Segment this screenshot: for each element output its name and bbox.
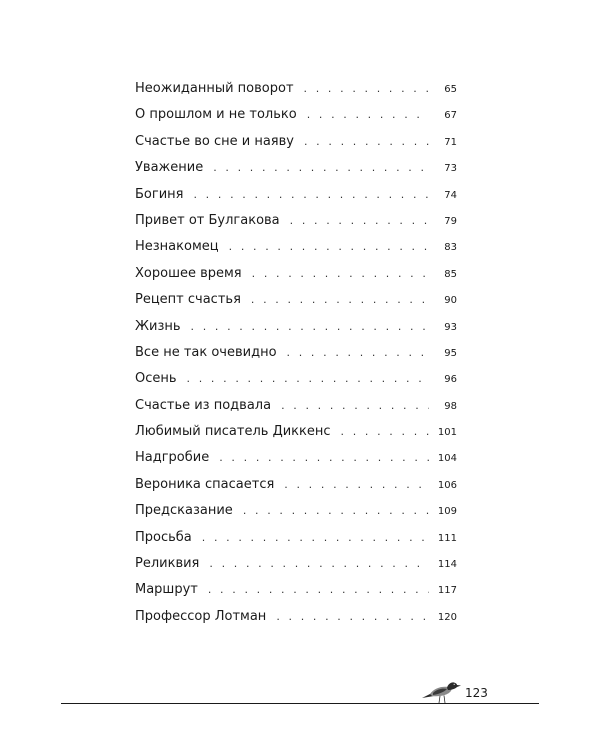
toc-entry-page: 104 — [437, 453, 457, 465]
toc-entry — [135, 472, 457, 498]
toc-dot-leader — [208, 577, 429, 603]
toc-entry-page: 114 — [437, 559, 457, 571]
toc-entry-page: 85 — [444, 268, 457, 280]
toc-entry-title: Предсказание — [135, 503, 233, 519]
toc-entry-title: Хорошее время — [135, 265, 242, 281]
toc-entry — [135, 366, 457, 392]
toc-dot-leader — [191, 314, 429, 340]
table-of-contents — [135, 76, 457, 630]
toc-entry — [135, 314, 457, 340]
toc-entry-title: О прошлом и не только — [135, 107, 297, 123]
toc-dot-leader — [213, 155, 429, 181]
toc-entry — [135, 525, 457, 551]
toc-dot-leader — [304, 129, 429, 155]
toc-entry — [135, 287, 457, 313]
toc-entry-title: Богиня — [135, 186, 184, 202]
footer-rule — [61, 703, 539, 704]
toc-entry-title: Счастье во сне и наяву — [135, 133, 294, 149]
toc-entry — [135, 129, 457, 155]
toc-entry-title: Надгробие — [135, 450, 210, 466]
toc-entry — [135, 393, 457, 419]
toc-dot-leader — [209, 551, 429, 577]
toc-entry-title: Любимый писатель Диккенс — [135, 424, 331, 440]
page-number: 123 — [465, 686, 488, 700]
toc-entry — [135, 419, 457, 445]
toc-dot-leader — [281, 393, 429, 419]
toc-entry-title: Неожиданный поворот — [135, 81, 294, 96]
toc-entry-page: 83 — [444, 242, 457, 254]
toc-dot-leader — [276, 604, 429, 630]
toc-dot-leader — [284, 472, 429, 498]
toc-entry-page: 98 — [444, 400, 457, 412]
toc-entry-page: 90 — [444, 295, 457, 307]
toc-entry-title: Привет от Булгакова — [135, 212, 280, 228]
toc-dot-leader — [187, 366, 429, 392]
toc-dot-leader — [252, 261, 429, 287]
toc-entry-title: Незнакомец — [135, 239, 219, 255]
toc-entry — [135, 577, 457, 603]
toc-entry-title: Уважение — [135, 160, 204, 176]
toc-dot-leader — [219, 445, 429, 471]
toc-entry-page: 120 — [437, 611, 457, 623]
toc-entry — [135, 340, 457, 366]
toc-entry-page: 79 — [444, 215, 457, 227]
toc-dot-leader — [307, 102, 429, 128]
toc-dot-leader — [243, 498, 429, 524]
toc-entry — [135, 76, 457, 102]
toc-entry-page: 93 — [444, 321, 457, 333]
toc-entry-page: 65 — [444, 84, 457, 95]
toc-entry — [135, 182, 457, 208]
toc-entry-page: 111 — [437, 532, 457, 544]
toc-entry-title: Маршрут — [135, 582, 198, 598]
toc-entry-title: Просьба — [135, 529, 192, 545]
toc-entry — [135, 208, 457, 234]
toc-entry-page: 117 — [437, 585, 457, 597]
toc-entry-title: Все не так очевидно — [135, 344, 277, 360]
toc-entry-title: Профессор Лотман — [135, 608, 267, 624]
toc-entry-page: 95 — [444, 347, 457, 359]
toc-entry — [135, 234, 457, 260]
toc-entry — [135, 445, 457, 471]
toc-dot-leader — [341, 419, 429, 445]
toc-entry — [135, 155, 457, 181]
toc-dot-leader — [202, 525, 429, 551]
toc-entry-title: Реликвия — [135, 556, 200, 572]
toc-entry-page: 73 — [444, 163, 457, 175]
crow-icon — [420, 676, 462, 704]
toc-dot-leader — [304, 76, 429, 102]
toc-entry-title: Осень — [135, 371, 177, 387]
toc-entry — [135, 102, 457, 128]
toc-entry-page: 109 — [437, 506, 457, 518]
toc-dot-leader — [287, 340, 429, 366]
toc-entry-title: Жизнь — [135, 318, 181, 334]
toc-dot-leader — [290, 208, 429, 234]
toc-entry-page: 96 — [444, 374, 457, 386]
toc-entry-page: 74 — [444, 189, 457, 201]
toc-dot-leader — [193, 182, 429, 208]
toc-entry-title: Рецепт счастья — [135, 292, 241, 308]
toc-entry-title: Счастье из подвала — [135, 397, 272, 413]
toc-entry-page: 106 — [437, 479, 457, 491]
toc-entry — [135, 261, 457, 287]
toc-entry-page: 101 — [437, 427, 457, 439]
toc-entry-page: 71 — [444, 136, 457, 148]
toc-entry — [135, 498, 457, 524]
toc-entry-page: 67 — [444, 110, 457, 122]
toc-entry — [135, 551, 457, 577]
toc-dot-leader — [251, 287, 429, 313]
toc-entry — [135, 604, 457, 630]
toc-entry-title: Вероника спасается — [135, 476, 275, 492]
toc-dot-leader — [229, 234, 429, 260]
